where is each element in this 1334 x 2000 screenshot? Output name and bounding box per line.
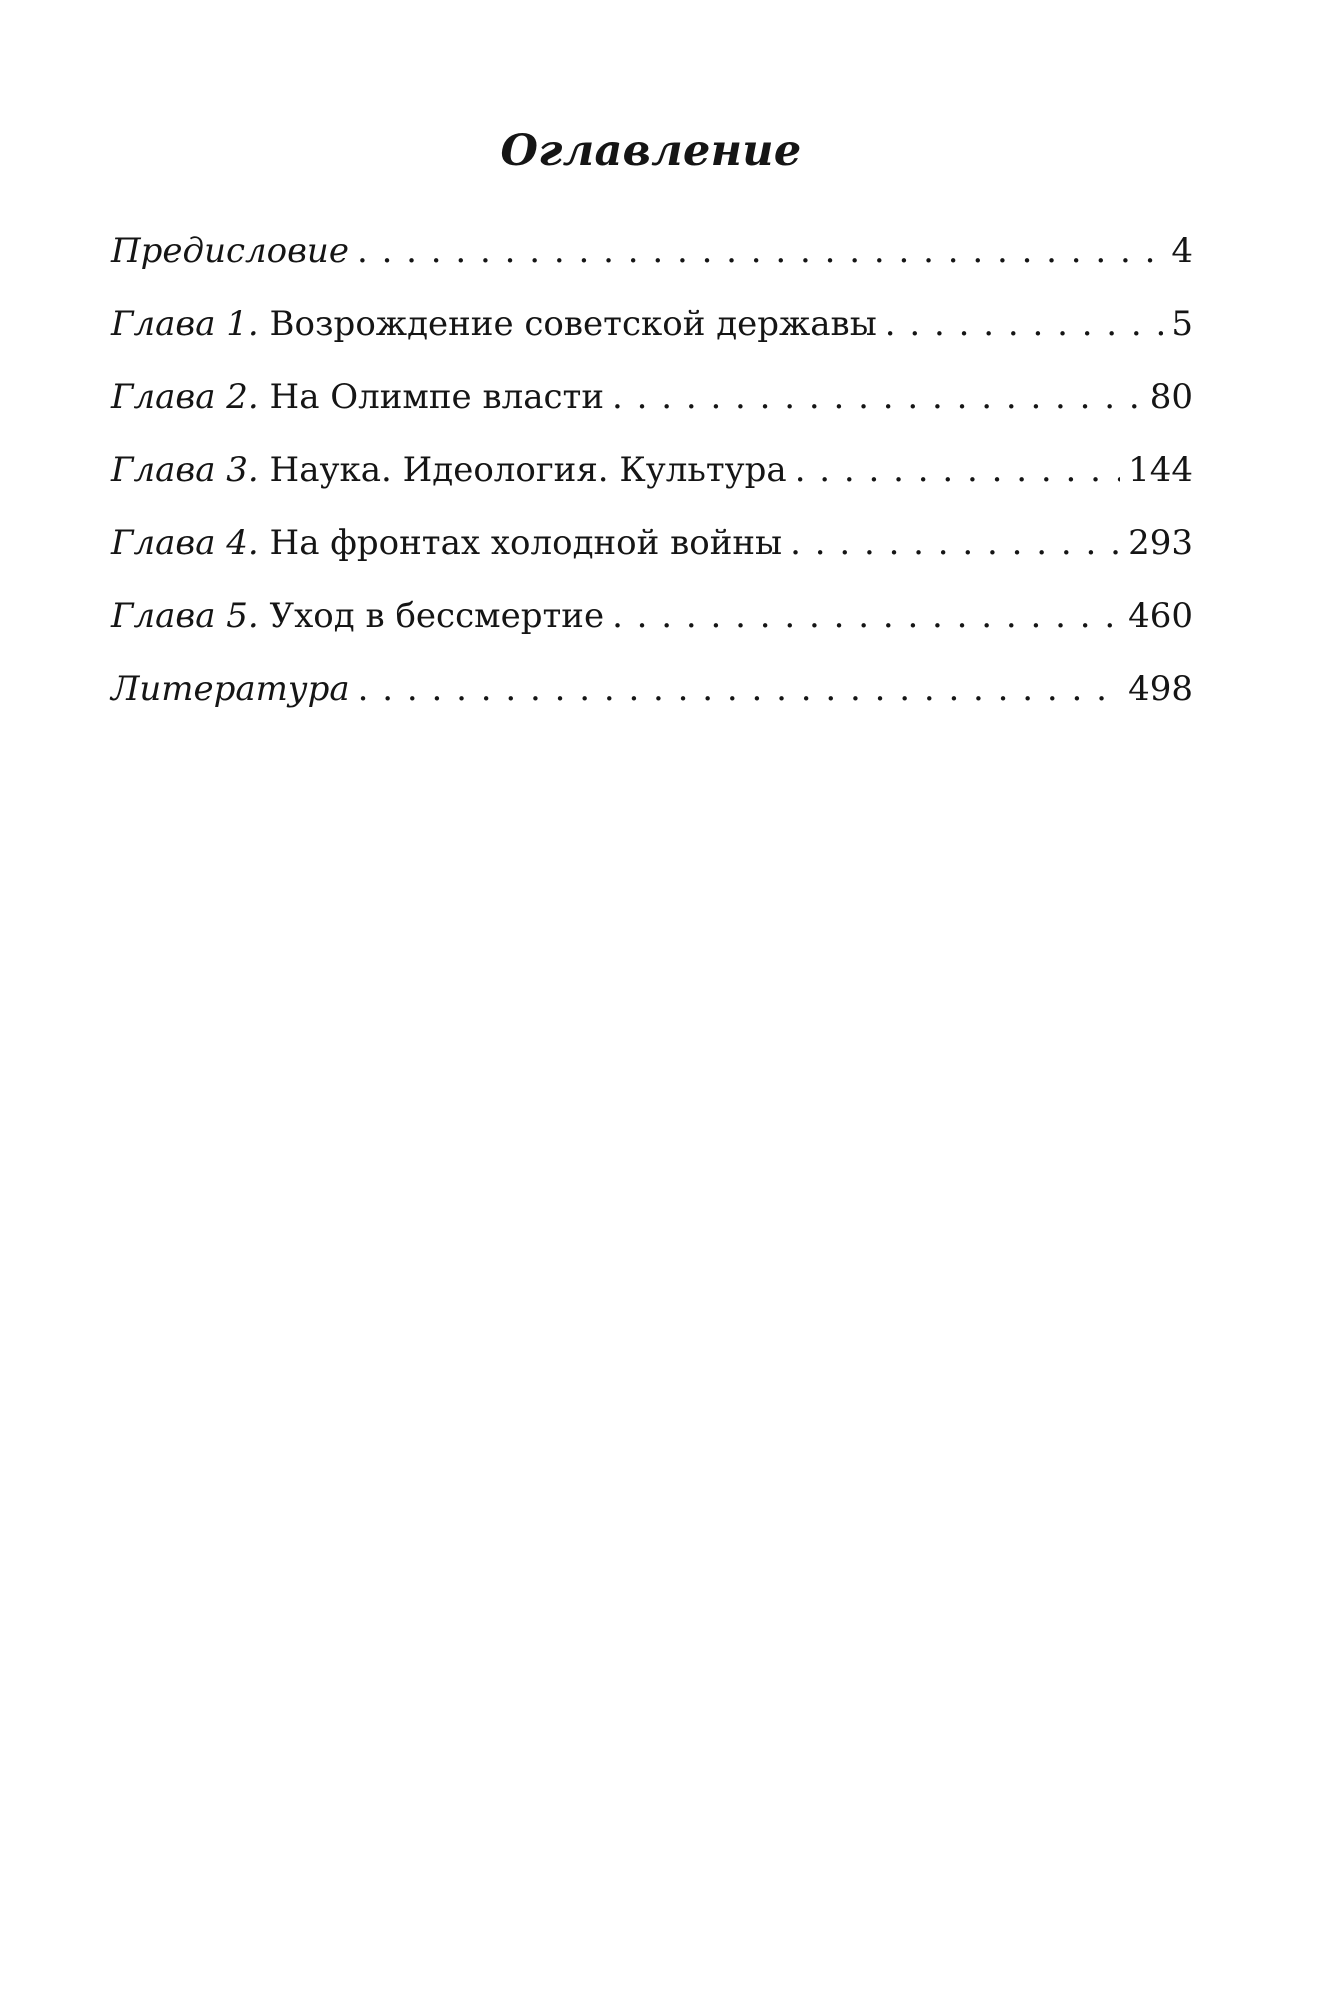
- toc-entry-page: 460: [1128, 596, 1193, 636]
- dot-leader: [790, 518, 1120, 568]
- toc-entry-page: 293: [1128, 523, 1193, 563]
- toc-entry-preface: [111, 226, 1193, 299]
- table-of-contents: [111, 226, 1193, 737]
- toc-entry-prefix: Глава 4.: [111, 523, 259, 563]
- toc-entry-text: Наука. Идеология. Культура: [258, 450, 787, 490]
- toc-entry-page: 80: [1149, 377, 1193, 417]
- toc-entry-page: 144: [1128, 450, 1193, 490]
- toc-entry-label: [111, 372, 604, 422]
- toc-entry-prefix: Литература: [111, 669, 350, 709]
- toc-entry-page: 5: [1171, 304, 1193, 344]
- toc-entry-bibliography: [111, 664, 1193, 737]
- toc-entry-prefix: Предисловие: [111, 231, 349, 271]
- toc-title: Оглавление: [500, 126, 802, 176]
- toc-entry-text: Уход в бессмертие: [258, 596, 605, 636]
- toc-entry-label: [111, 518, 782, 568]
- toc-entry-chapter-5: [111, 591, 1193, 664]
- toc-entry-chapter-2: [111, 372, 1193, 445]
- toc-entry-prefix: Глава 1.: [111, 304, 259, 344]
- toc-entry-text: На фронтах холодной войны: [258, 523, 783, 563]
- toc-entry-page: 4: [1171, 231, 1193, 271]
- toc-entry-chapter-4: [111, 518, 1193, 591]
- toc-entry-text: На Олимпе власти: [258, 377, 604, 417]
- toc-entry-prefix: Глава 2.: [111, 377, 259, 417]
- dot-leader: [885, 299, 1164, 349]
- toc-entry-prefix: Глава 5.: [111, 596, 259, 636]
- toc-entry-page: 498: [1128, 669, 1193, 709]
- dot-leader: [358, 664, 1120, 714]
- toc-entry-prefix: Глава 3.: [111, 450, 259, 490]
- dot-leader: [612, 591, 1120, 641]
- toc-entry-chapter-1: [111, 299, 1193, 372]
- toc-entry-text: Возрождение советской державы: [258, 304, 877, 344]
- toc-entry-chapter-3: [111, 445, 1193, 518]
- toc-entry-label: [111, 591, 604, 641]
- toc-entry-label: [111, 226, 349, 276]
- toc-entry-label: [111, 299, 877, 349]
- dot-leader: [357, 226, 1163, 276]
- dot-leader: [795, 445, 1120, 495]
- toc-entry-label: [111, 445, 787, 495]
- dot-leader: [612, 372, 1142, 422]
- toc-entry-label: [111, 664, 350, 714]
